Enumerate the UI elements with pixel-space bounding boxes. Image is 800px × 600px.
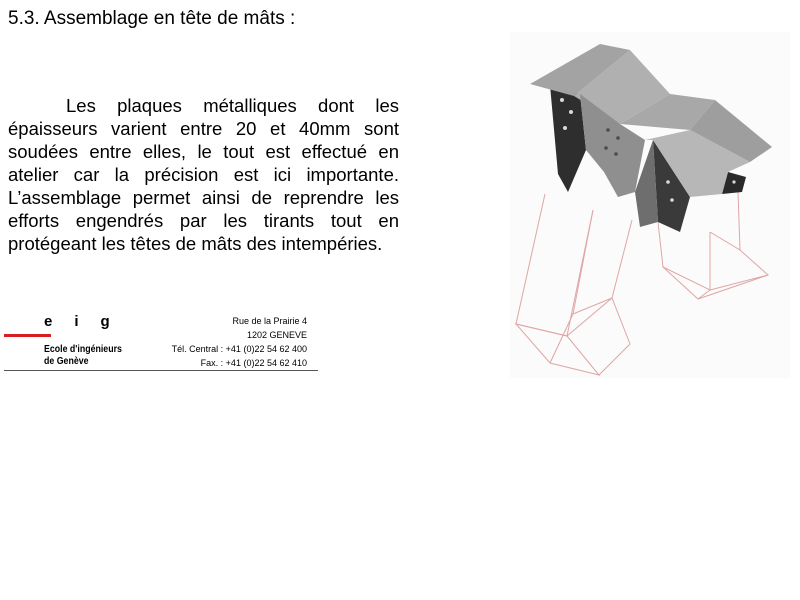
bolt-hole (670, 198, 674, 202)
address-phone: Tél. Central : +41 (0)22 54 62 400 (171, 344, 307, 354)
footer (4, 312, 318, 371)
bolt-hole (604, 146, 608, 150)
bolt-hole (732, 180, 735, 183)
address-fax: Fax. : +41 (0)22 54 62 410 (200, 358, 307, 368)
bolt-hole (616, 136, 620, 140)
address-street: Rue de la Prairie 4 (232, 316, 307, 326)
logo-school-name: Ecole d'ingénieurs (44, 344, 122, 355)
eig-logo (4, 312, 154, 370)
bolt-hole (666, 180, 670, 184)
bolt-hole (560, 98, 564, 102)
address-block (172, 314, 307, 370)
logo-letters: eig (44, 313, 132, 330)
section-title: 5.3. Assemblage en tête de mâts : (8, 8, 296, 29)
logo-school-city: de Genève (44, 356, 89, 367)
logo-red-bar (4, 334, 51, 337)
mast-head-assembly-drawing (510, 32, 790, 378)
bolt-hole (569, 110, 573, 114)
address-city: 1202 GENEVE (246, 330, 307, 340)
bolt-hole (563, 126, 567, 130)
body-paragraph: Les plaques métalliques dont les épaisseurs varient entre 20 et 40mm sont soudées entre elles, le tout est effectué en atelier car la précision est ici importante. L’assemblage permet ainsi de reprendre les efforts engendrés par les tirants tout en protégeant les têtes de mâts des intempéries. (8, 95, 399, 254)
bolt-hole (614, 152, 618, 156)
bolt-hole (606, 128, 610, 132)
